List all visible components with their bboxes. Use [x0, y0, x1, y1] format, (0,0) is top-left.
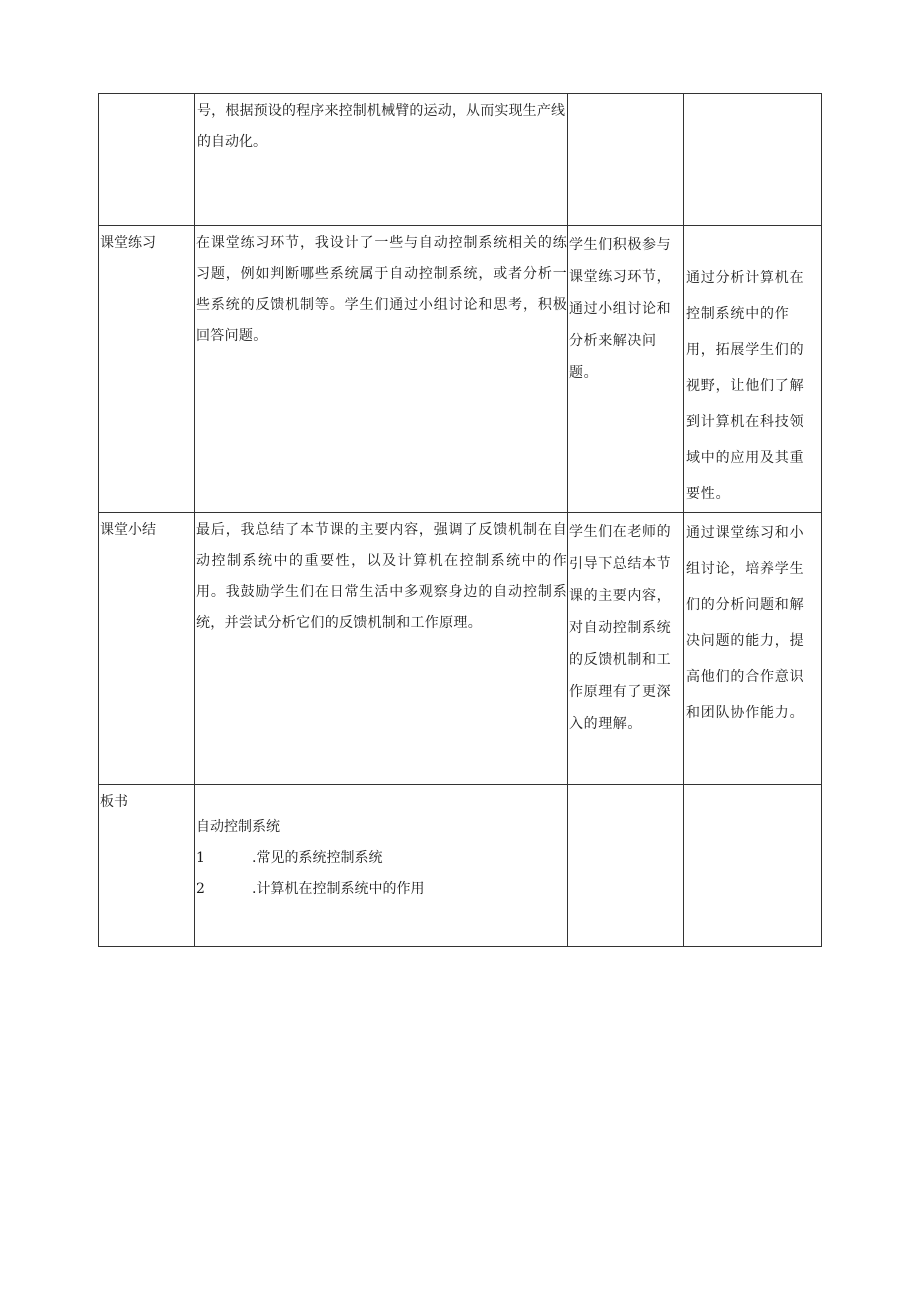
table-row	[99, 226, 822, 513]
row-label-board: 板书	[100, 794, 128, 810]
student-activity-text: 学生们积极参与课堂练习环节，通过小组讨论和分析来解决问题。	[569, 237, 672, 381]
teacher-activity-cell	[195, 513, 568, 785]
design-intent-cell	[684, 785, 822, 947]
board-item	[196, 874, 567, 905]
teacher-activity-text: 号，根据预设的程序来控制机械臂的运动，从而实现生产线的自动化。	[197, 103, 565, 150]
row-label-practice: 课堂练习	[100, 235, 156, 251]
table-row	[99, 785, 822, 947]
row-label-summary: 课堂小结	[100, 522, 156, 538]
board-item	[196, 843, 567, 874]
board-outline	[195, 785, 567, 905]
board-content-cell	[195, 785, 568, 947]
row-label-cell	[99, 94, 195, 226]
student-activity-cell	[568, 94, 684, 226]
student-activity-text	[568, 94, 683, 97]
design-intent-text: 通过课堂练习和小组讨论，培养学生们的分析问题和解决问题的能力，提高他们的合作意识和团队协作能力。	[686, 525, 805, 721]
row-label-cell	[99, 513, 195, 785]
board-item-number: 1	[196, 850, 205, 866]
teacher-activity-cell	[195, 226, 568, 513]
table-row	[99, 94, 822, 226]
lesson-plan-table	[98, 93, 822, 947]
teacher-activity-cell	[195, 94, 568, 226]
table-row	[99, 513, 822, 785]
design-intent-text: 通过分析计算机在控制系统中的作用，拓展学生们的视野，让他们了解到计算机在科技领域中的应用及其重要性。	[686, 270, 805, 502]
board-item-number: 2	[196, 881, 205, 897]
row-label-cell	[99, 226, 195, 513]
design-intent-text	[684, 94, 821, 96]
board-item-text: .常见的系统控制系统	[252, 850, 383, 866]
design-intent-text	[684, 785, 821, 787]
board-title: 自动控制系统	[196, 819, 280, 835]
board-item-text: .计算机在控制系统中的作用	[252, 881, 425, 897]
row-label-cell	[99, 785, 195, 947]
student-activity-text	[568, 785, 683, 788]
design-intent-cell	[684, 226, 822, 513]
student-activity-text: 学生们在老师的引导下总结本节课的主要内容，对自动控制系统的反馈机制和工作原理有了更深入的理解。	[569, 524, 672, 732]
row-label	[99, 94, 194, 99]
teacher-activity-text: 最后，我总结了本节课的主要内容，强调了反馈机制在自动控制系统中的重要性，以及计算机在控制系统中的作用。我鼓励学生们在日常生活中多观察身边的自动控制系统，并尝试分析它们的反馈机制和工作原理。	[196, 522, 567, 631]
design-intent-cell	[684, 513, 822, 785]
design-intent-cell	[684, 94, 822, 226]
student-activity-cell	[568, 513, 684, 785]
student-activity-cell	[568, 226, 684, 513]
teacher-activity-text: 在课堂练习环节，我设计了一些与自动控制系统相关的练习题，例如判断哪些系统属于自动控制系统，或者分析一些系统的反馈机制等。学生们通过小组讨论和思考，积极回答问题。	[196, 235, 567, 344]
student-activity-cell	[568, 785, 684, 947]
